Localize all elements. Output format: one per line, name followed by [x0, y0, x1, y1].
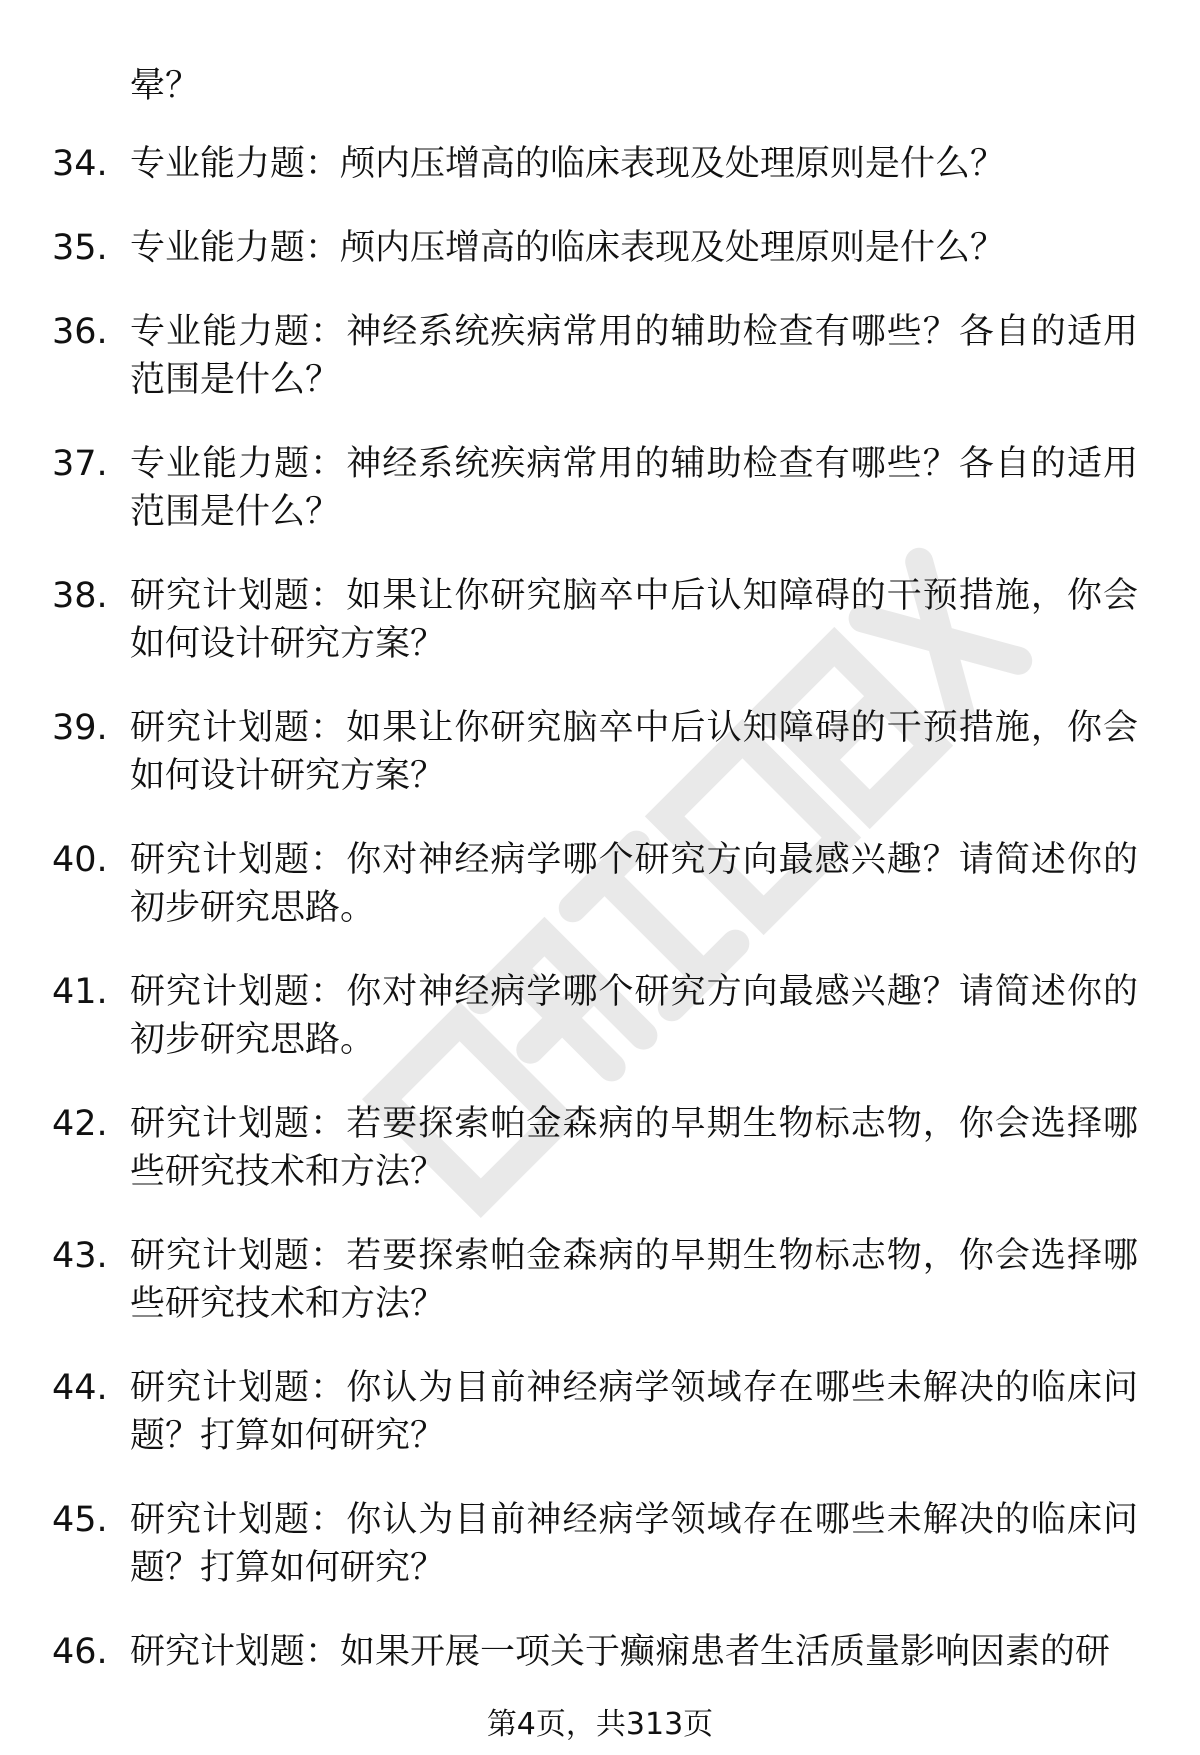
- list-item: [0, 1364, 1200, 1460]
- continued-question-text: 晕？: [130, 66, 201, 106]
- question-text: 专业能力题：神经系统疾病常用的辅助检查有哪些？各自的适用范围是什么？: [130, 312, 1138, 400]
- list-item: [0, 140, 1200, 188]
- question-number: 43.: [52, 1236, 108, 1276]
- question-number: 34.: [52, 144, 108, 184]
- question-text: 专业能力题：颅内压增高的临床表现及处理原则是什么？: [130, 228, 1006, 268]
- question-text: 专业能力题：颅内压增高的临床表现及处理原则是什么？: [130, 144, 1006, 184]
- question-text: 研究计划题：若要探索帕金森病的早期生物标志物，你会选择哪些研究技术和方法？: [130, 1104, 1138, 1192]
- list-item: [0, 968, 1200, 1064]
- question-number: 37.: [52, 444, 108, 484]
- list-item: [0, 1232, 1200, 1328]
- list-item: [0, 440, 1200, 536]
- list-item: [0, 572, 1200, 668]
- list-item: [0, 836, 1200, 932]
- question-list: [0, 140, 1200, 1712]
- list-item: [0, 308, 1200, 404]
- question-text: 研究计划题：你认为目前神经病学领域存在哪些未解决的临床问题？打算如何研究？: [130, 1368, 1138, 1456]
- question-number: 38.: [52, 576, 108, 616]
- list-item: [0, 1496, 1200, 1592]
- question-number: 42.: [52, 1104, 108, 1144]
- question-text: 研究计划题：你认为目前神经病学领域存在哪些未解决的临床问题？打算如何研究？: [130, 1500, 1138, 1588]
- question-number: 39.: [52, 708, 108, 748]
- question-number: 40.: [52, 840, 108, 880]
- list-item: [0, 1628, 1200, 1676]
- question-text: 研究计划题：你对神经病学哪个研究方向最感兴趣？请简述你的初步研究思路。: [130, 972, 1138, 1060]
- question-text: 研究计划题：若要探索帕金森病的早期生物标志物，你会选择哪些研究技术和方法？: [130, 1236, 1138, 1324]
- question-number: 41.: [52, 972, 108, 1012]
- question-number: 45.: [52, 1500, 108, 1540]
- question-number: 35.: [52, 228, 108, 268]
- list-item: [0, 224, 1200, 272]
- list-item: [0, 1100, 1200, 1196]
- question-number: 44.: [52, 1368, 108, 1408]
- question-text: 研究计划题：如果让你研究脑卒中后认知障碍的干预措施，你会如何设计研究方案？: [130, 708, 1138, 796]
- list-item: [0, 704, 1200, 800]
- question-text: 研究计划题：如果开展一项关于癫痫患者生活质量影响因素的研: [130, 1632, 1111, 1672]
- question-number: 36.: [52, 312, 108, 352]
- page-footer: 第4页，共313页: [486, 1707, 714, 1742]
- question-text: 专业能力题：神经系统疾病常用的辅助检查有哪些？各自的适用范围是什么？: [130, 444, 1138, 532]
- question-text: 研究计划题：你对神经病学哪个研究方向最感兴趣？请简述你的初步研究思路。: [130, 840, 1138, 928]
- question-number: 46.: [52, 1632, 108, 1672]
- question-text: 研究计划题：如果让你研究脑卒中后认知障碍的干预措施，你会如何设计研究方案？: [130, 576, 1138, 664]
